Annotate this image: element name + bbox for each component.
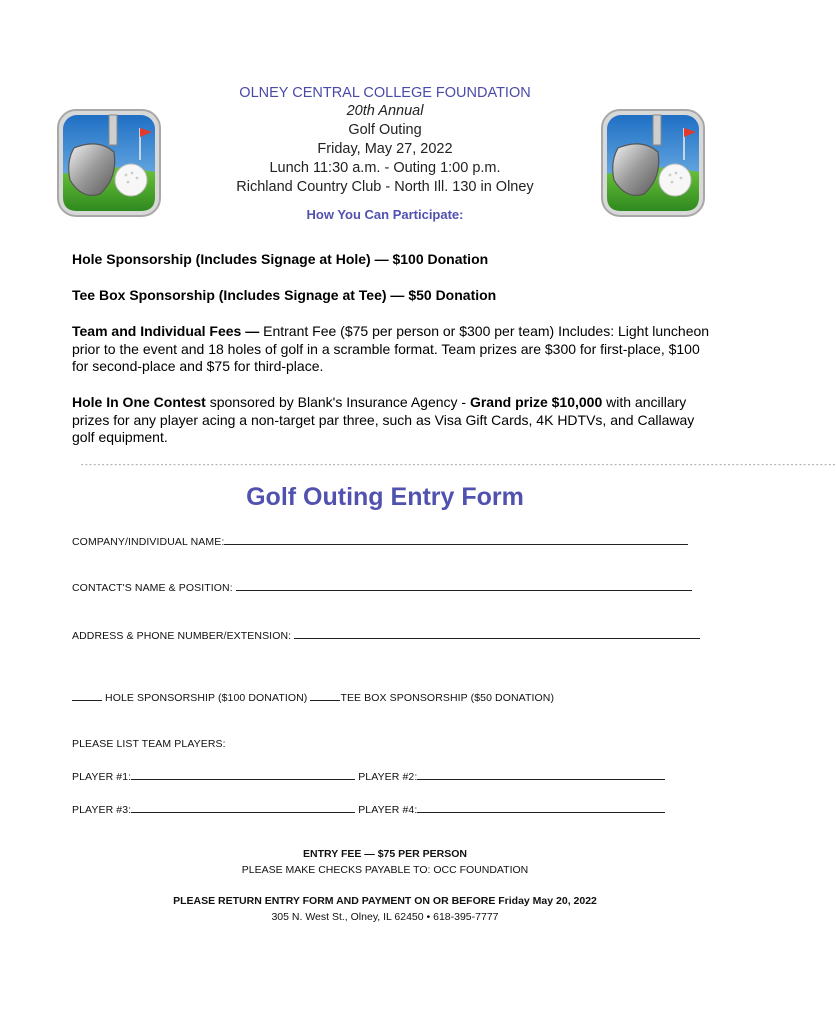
hole-sponsorship-checkbox[interactable] <box>72 689 102 701</box>
address-phone-field[interactable] <box>294 627 700 639</box>
address-phone-row <box>72 627 700 642</box>
team-fees-text: Entrant Fee ($75 per person or $300 per team) Includes: Light luncheon prior to the event and 18 holes of golf in a scramble format. Team prizes are $300 for first-place, $100 for second-place and $75 for third-place. <box>72 323 710 374</box>
player-4-label: PLAYER #4: <box>358 804 418 816</box>
tee-box-sponsorship-checkbox[interactable] <box>310 689 340 701</box>
event-venue: Richland Country Club - North Ill. 130 in Olney <box>236 179 534 195</box>
event-name: Golf Outing <box>348 122 422 138</box>
hole-in-one-sponsor: sponsored by Blank's Insurance Agency - <box>209 394 467 410</box>
participate-heading: How You Can Participate: <box>306 207 464 222</box>
player-3-label: PLAYER #3: <box>72 804 132 816</box>
player-3-field[interactable] <box>131 801 355 813</box>
contact-name-field[interactable] <box>236 579 692 591</box>
golf-club-ball-flag-icon <box>56 108 162 218</box>
player-4-field[interactable] <box>417 801 665 813</box>
players-row-2 <box>72 801 665 816</box>
organization-name: OLNEY CENTRAL COLLEGE FOUNDATION <box>239 85 531 101</box>
company-name-field[interactable] <box>224 533 688 545</box>
player-1-field[interactable] <box>131 768 355 780</box>
company-name-label: COMPANY/INDIVIDUAL NAME: <box>72 536 225 548</box>
annual-label: 20th Annual <box>346 103 424 119</box>
cut-line-divider: ------------------------------------------------------------------------------------------------------------------------------------------------------------------------------------ <box>80 462 836 470</box>
hole-in-one-lead: Hole In One Contest <box>72 394 206 410</box>
event-date: Friday, May 27, 2022 <box>317 141 453 157</box>
team-fees-lead: Team and Individual Fees — <box>72 323 260 339</box>
contact-name-label: CONTACT'S NAME & POSITION: <box>72 582 233 594</box>
event-header <box>150 84 620 222</box>
entry-form-title: Golf Outing Entry Form <box>246 483 524 511</box>
checks-payable-note: PLEASE MAKE CHECKS PAYABLE TO: OCC FOUNDATION <box>241 864 529 876</box>
contact-name-row <box>72 579 692 594</box>
entry-fee-note: ENTRY FEE — $75 PER PERSON <box>303 848 467 860</box>
event-times: Lunch 11:30 a.m. - Outing 1:00 p.m. <box>269 160 501 176</box>
address-phone-label: ADDRESS & PHONE NUMBER/EXTENSION: <box>72 630 292 642</box>
hole-sponsorship-option: Hole Sponsorship (Includes Signage at Hole) — $100 Donation <box>72 251 489 267</box>
mailing-address: 305 N. West St., Olney, IL 62450 • 618-395-7777 <box>271 911 499 923</box>
tee-box-sponsorship-choice-label: TEE BOX SPONSORSHIP ($50 DONATION) <box>340 692 555 704</box>
tee-box-sponsorship-option: Tee Box Sponsorship (Includes Signage at Tee) — $50 Donation <box>72 287 497 303</box>
grand-prize: Grand prize $10,000 <box>469 394 603 410</box>
player-2-field[interactable] <box>417 768 665 780</box>
return-deadline-note: PLEASE RETURN ENTRY FORM AND PAYMENT ON OR BEFORE Friday May 20, 2022 <box>173 895 597 907</box>
hole-in-one-details: with ancillary prizes for any player acing a non-target par three, such as Visa Gift Cards, 4K HDTVs, and Callaway golf equipment. <box>72 394 695 445</box>
hole-sponsorship-choice-label: HOLE SPONSORSHIP ($100 DONATION) <box>105 692 308 704</box>
sponsorship-choice-row <box>72 689 554 704</box>
team-fees-paragraph <box>72 323 712 376</box>
hole-in-one-paragraph <box>72 394 712 447</box>
player-1-label: PLAYER #1: <box>72 771 132 783</box>
player-2-label: PLAYER #2: <box>358 771 418 783</box>
company-name-row <box>72 533 688 548</box>
team-players-label: PLEASE LIST TEAM PLAYERS: <box>72 738 226 750</box>
players-row-1 <box>72 768 665 783</box>
